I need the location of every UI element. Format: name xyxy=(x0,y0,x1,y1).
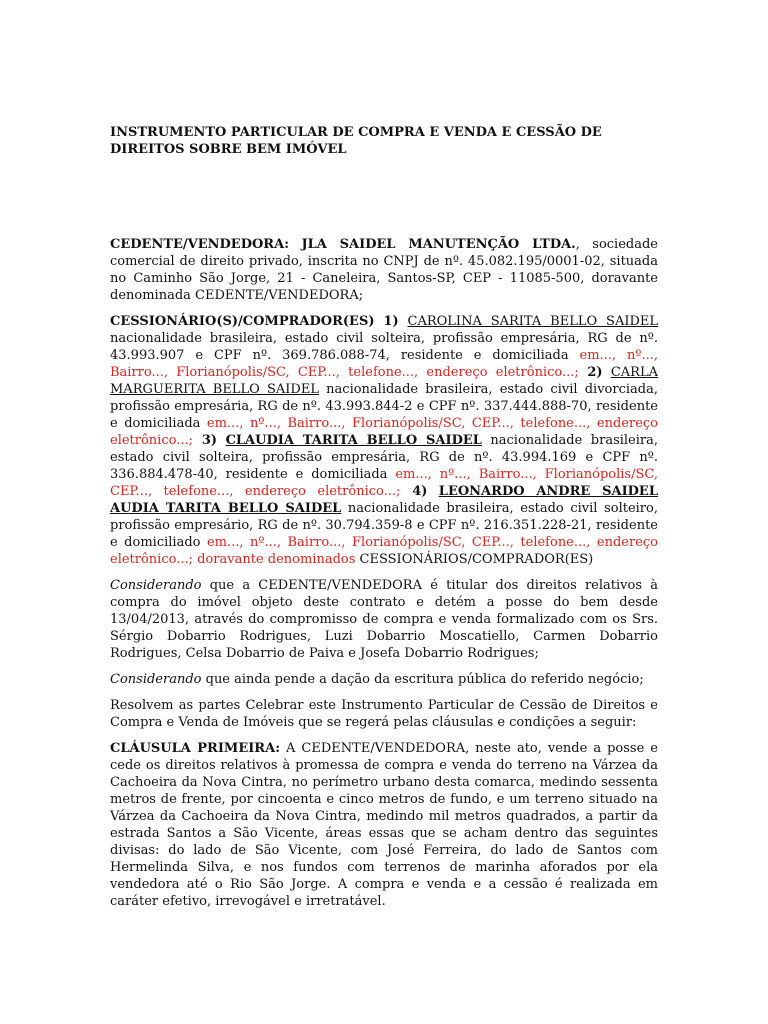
cedente-label: CEDENTE/VENDEDORA: xyxy=(110,237,289,252)
party-name-1: CAROLINA SARITA BELLO SAIDEL xyxy=(407,314,659,329)
party-name-2: CARLA MARGUERITA BELLO SAIDEL xyxy=(110,365,658,397)
party-number-4: 4) xyxy=(400,484,428,499)
party-address-4: em..., nº..., Bairro..., Florianópolis/SC, CEP..., telefone..., endereço eletrônico...; doravante denominados xyxy=(110,535,658,567)
cedente-text: , sociedade comercial de direito privado, inscrita no CNPJ de nº. 45.082.195/0001-02, situada no Caminho São Jorge, 21 - Caneleira, Santos-SP, CEP - 11085-500, doravante denominada CEDENTE/VENDEDORA; xyxy=(110,237,658,303)
party-text-4: nacionalidade brasileira, estado civil solteiro, profissão empresário, RG de nº. 30.794.359-8 e CPF nº. 216.351.228-21, residente e domiciliado xyxy=(110,501,658,550)
cedente-paragraph xyxy=(110,236,658,304)
cessionarios-label: CESSIONÁRIO(S)/COMPRADOR(ES) xyxy=(110,314,375,329)
clausula-primeira-text: A CEDENTE/VENDEDORA, neste ato, vende a posse e cede os direitos relativos à promessa de compra e venda do terreno na Várzea da Cachoeira da Nova Cintra, no perímetro urbano desta comarca, medindo sessenta metros de frente, por cincoenta e cinco metros de fundo, e um terreno situado na Várzea da Cachoeira da Nova Cintra, medindo mil metros quadrados, a partir da estrada Santos a São Vicente, áreas essas que se acham dentro das seguintes divisas: do lado de São Vicente, com José Ferreira, do lado de Santos com Hermelinda Silva, e nos fundos com terrenos de marinha aforados por ela vendedora até o Rio São Jorge. A compra e venda e a cessão é realizada em caráter efetivo, irrevogável e irretratável. xyxy=(110,741,658,909)
party-name-4a: LEONARDO ANDRE SAIDEL xyxy=(438,484,658,499)
party-address-1: em..., nº..., Bairro..., Florianópolis/SC, CEP..., telefone..., endereço eletrônico...; xyxy=(110,348,658,380)
document-title: INSTRUMENTO PARTICULAR DE COMPRA E VENDA E CESSÃO DE DIREITOS SOBRE BEM IMÓVEL xyxy=(110,125,602,157)
resolvem-paragraph: Resolvem as partes Celebrar este Instrumento Particular de Cessão de Direitos e Compra e Venda de Imóveis que se regerá pelas cláusulas e condições a seguir: xyxy=(110,698,658,730)
party-name-3: CLAUDIA TARITA BELLO SAIDEL xyxy=(225,433,482,448)
party-number-2: 2) xyxy=(578,365,603,380)
clausula-primeira-label: CLÁUSULA PRIMEIRA: xyxy=(110,741,281,756)
document-page xyxy=(110,124,658,919)
considerando-text-2: que ainda pende a dação da escritura pública do referido negócio; xyxy=(201,672,644,687)
considerando-lead-2: Considerando xyxy=(110,672,202,687)
party-address-3: em..., nº..., Bairro..., Florianópolis/SC, CEP..., telefone..., endereço eletrônico...; xyxy=(110,467,659,499)
clausula-primeira-paragraph xyxy=(110,740,658,910)
party-name-4b: AUDIA TARITA BELLO SAIDEL xyxy=(110,501,342,516)
party-text-3: nacionalidade brasileira, estado civil solteira, profissão empresária, RG de nº. 43.994.169 e CPF nº. 336.884.478-40, residente e domiciliada xyxy=(110,433,658,482)
considerando-text-1: que a CEDENTE/VENDEDORA é titular dos direitos relativos à compra do imóvel objeto deste contrato e detém a posse do bem desde 13/04/2013, através do compromisso de compra e venda formalizado com os Srs. Sérgio Dobarrio Rodrigues, Luzi Dobarrio Moscatiello, Carmen Dobarrio Rodrigues, Celsa Dobarrio de Paiva e Josefa Dobarrio Rodrigues; xyxy=(110,578,658,661)
cessionarios-closing: CESSIONÁRIOS/COMPRADOR(ES) xyxy=(355,552,594,567)
cessionarios-paragraph xyxy=(110,313,658,568)
considerando-lead-1: Considerando xyxy=(110,578,202,593)
considerando-paragraph-1 xyxy=(110,577,658,662)
party-address-2: em..., nº..., Bairro..., Florianópolis/SC, CEP..., telefone..., endereço eletrônico...; xyxy=(110,416,659,448)
cedente-company: JLA SAIDEL MANUTENÇÃO LTDA. xyxy=(301,237,576,252)
party-text-1: nacionalidade brasileira, estado civil solteira, profissão empresária, RG de nº. 43.993.907 e CPF nº. 369.786.088-74, residente e domiciliada xyxy=(110,331,658,363)
party-text-2: nacionalidade brasileira, estado civil divorciada, profissão empresária, RG de nº. 43.993.844-2 e CPF nº. 337.444.888-70, residente e domiciliada xyxy=(110,382,658,431)
considerando-paragraph-2 xyxy=(110,671,658,688)
party-number-1: 1) xyxy=(383,314,399,329)
party-number-3: 3) xyxy=(193,433,218,448)
